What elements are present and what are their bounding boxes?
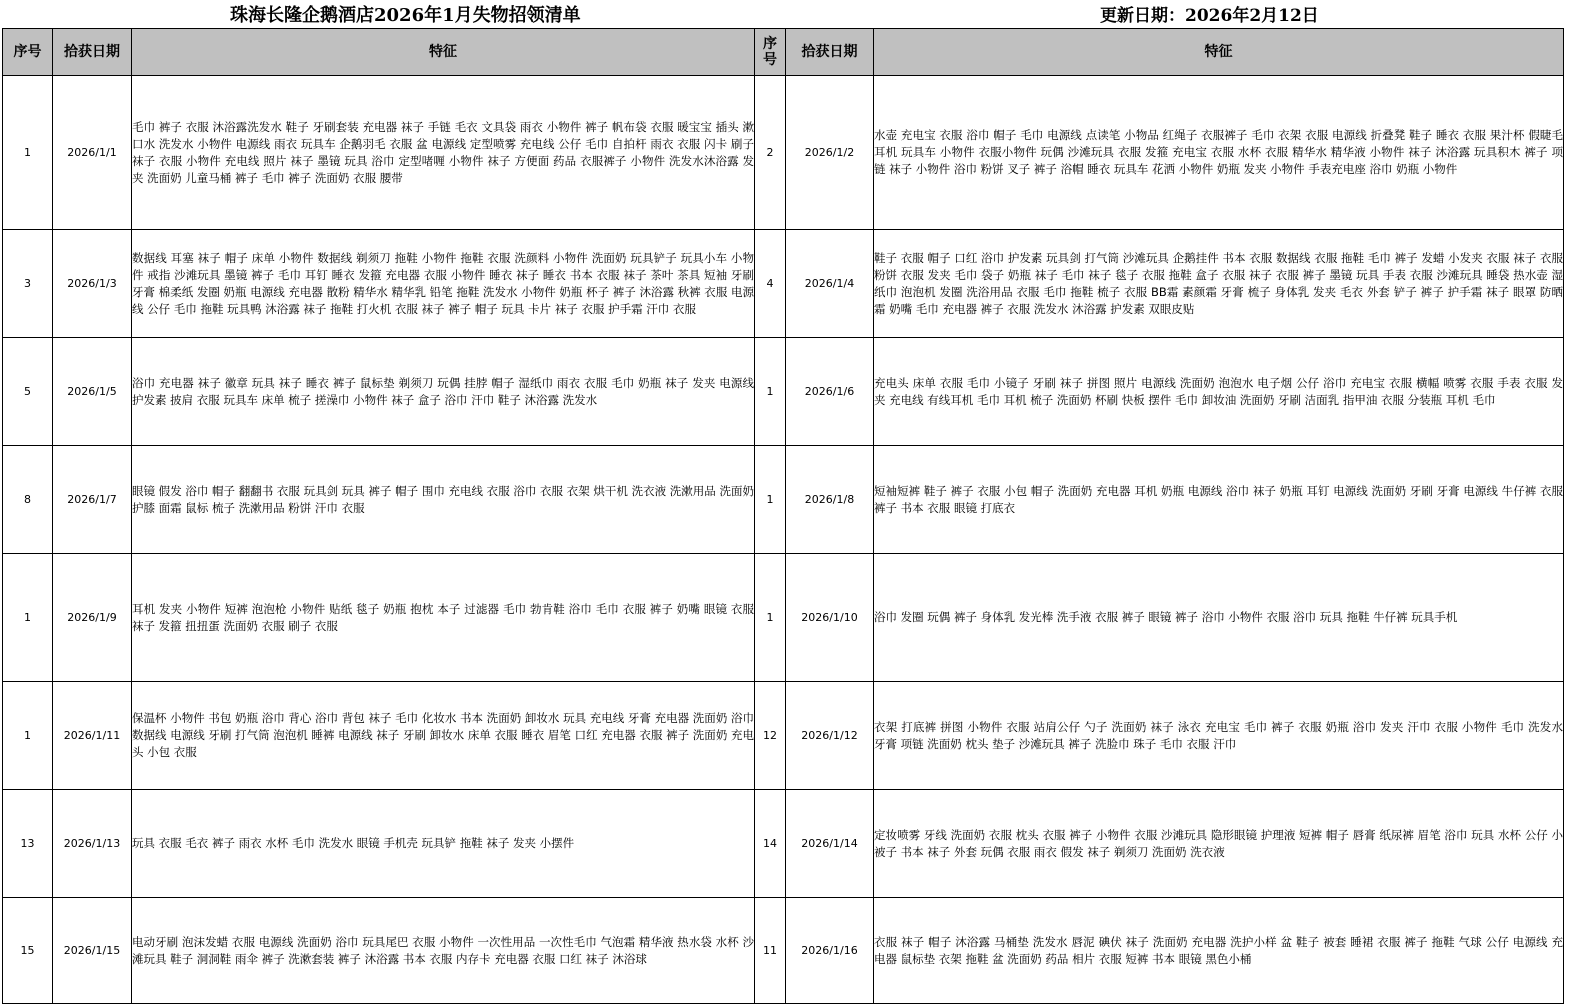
date-cell: 2026/1/15	[53, 898, 132, 1004]
date-cell: 2026/1/16	[786, 898, 874, 1004]
header-date: 拾获日期	[53, 29, 132, 76]
header-seq: 序号	[3, 29, 53, 76]
update-date: 更新日期：2026年2月12日	[1100, 6, 1319, 26]
table-row	[3, 446, 1564, 554]
date-cell: 2026/1/10	[786, 554, 874, 682]
header-seq-2: 序 号	[755, 29, 786, 76]
date-cell: 2026/1/14	[786, 790, 874, 898]
features-cell: 短袖短裤 鞋子 裤子 衣服 小包 帽子 洗面奶 充电器 耳机 奶瓶 电源线 浴巾 袜子 奶瓶 耳钉 电源线 洗面奶 牙刷 牙膏 电源线 牛仔裤 衣服 裤子 书本 衣服 眼镜 打底衣	[874, 446, 1564, 554]
title-bar	[0, 0, 1573, 28]
seq-cell: 2	[755, 76, 786, 230]
sheet-title: 珠海长隆企鹅酒店2026年1月失物招领清单	[230, 5, 581, 26]
seq-cell: 11	[755, 898, 786, 1004]
features-cell: 鞋子 衣服 帽子 口红 浴巾 护发素 玩具剑 打气筒 沙滩玩具 企鹅挂件 书本 衣服 数据线 衣服 拖鞋 毛巾 裤子 发蜡 小发夹 衣服 袜子 衣服 粉饼 衣服 发夹 毛巾 袋子 奶瓶 袜子 毛巾 袜子 毯子 衣服 拖鞋 盒子 衣服 袜子 衣服 裤子 墨镜 玩具 手表 衣服 沙滩玩具 睡袋 热水壶 湿纸巾 泡泡机 发圈 洗浴用品 衣服 毛巾 拖鞋 梳子 衣服 BB霜 素颜霜 牙膏 梳子 身体乳 发夹 毛衣 外套 铲子 裤子 护手霜 袜子 眼罩 防晒霜 奶嘴 毛巾 充电器 裤子 衣服 洗发水 沐浴露 护发素 双眼皮贴	[874, 230, 1564, 338]
seq-cell: 14	[755, 790, 786, 898]
features-cell: 电动牙刷 泡沫发蜡 衣服 电源线 洗面奶 浴巾 玩具尾巴 衣服 小物件 一次性用品 一次性毛巾 气泡霜 精华液 热水袋 水杯 沙滩玩具 鞋子 洞洞鞋 雨伞 裤子 洗漱套装 裤子 沐浴露 书本 衣服 内存卡 充电器 衣服 口红 袜子 沐浴球	[132, 898, 755, 1004]
date-cell: 2026/1/3	[53, 230, 132, 338]
header-features: 特征	[132, 29, 755, 76]
date-cell: 2026/1/6	[786, 338, 874, 446]
date-cell: 2026/1/5	[53, 338, 132, 446]
seq-cell: 3	[3, 230, 53, 338]
seq-cell: 12	[755, 682, 786, 790]
date-cell: 2026/1/2	[786, 76, 874, 230]
seq-cell: 15	[3, 898, 53, 1004]
features-cell: 眼镜 假发 浴巾 帽子 翻翻书 衣服 玩具剑 玩具 裤子 帽子 围巾 充电线 衣服 浴巾 衣服 衣架 烘干机 洗衣液 洗漱用品 洗面奶 护膝 面霜 鼠标 梳子 洗漱用品 粉饼 汗巾 衣服	[132, 446, 755, 554]
features-cell: 衣服 袜子 帽子 沐浴露 马桶垫 洗发水 唇泥 碘伏 袜子 洗面奶 充电器 洗护小样 盆 鞋子 被套 睡裙 衣服 裤子 拖鞋 气球 公仔 电源线 充电器 鼠标垫 衣架 拖鞋 盆 洗面奶 药品 相片 衣服 短裤 书本 眼镜 黑色小桶	[874, 898, 1564, 1004]
features-cell: 耳机 发夹 小物件 短裤 泡泡枪 小物件 贴纸 毯子 奶瓶 抱枕 本子 过滤器 毛巾 勃肯鞋 浴巾 毛巾 衣服 裤子 奶嘴 眼镜 衣服 袜子 发箍 扭扭蛋 洗面奶 衣服 刷子 衣服	[132, 554, 755, 682]
features-cell: 玩具 衣服 毛衣 裤子 雨衣 水杯 毛巾 洗发水 眼镜 手机壳 玩具铲 拖鞋 袜子 发夹 小摆件	[132, 790, 755, 898]
table-row	[3, 682, 1564, 790]
seq-cell: 5	[3, 338, 53, 446]
seq-cell: 13	[3, 790, 53, 898]
seq-cell: 1	[3, 682, 53, 790]
features-cell: 水壶 充电宝 衣服 浴巾 帽子 毛巾 电源线 点读笔 小物品 红绳子 衣服裤子 毛巾 衣架 衣服 电源线 折叠凳 鞋子 睡衣 衣服 果汁杯 假睫毛 耳机 玩具车 小物件 衣服小物件 玩偶 沙滩玩具 衣服 发箍 充电宝 衣服 水杯 衣服 精华水 精华液 小物件 袜子 沐浴露 玩具积木 裤子 项链 袜子 小物件 浴巾 粉饼 叉子 裤子 浴帽 睡衣 玩具车 花洒 小物件 奶瓶 发夹 小物件 手表充电座 浴巾 奶瓶 小物件	[874, 76, 1564, 230]
date-cell: 2026/1/1	[53, 76, 132, 230]
table-row	[3, 554, 1564, 682]
date-cell: 2026/1/13	[53, 790, 132, 898]
date-cell: 2026/1/12	[786, 682, 874, 790]
table-row	[3, 76, 1564, 230]
features-cell: 充电头 床单 衣服 毛巾 小镜子 牙刷 袜子 拼图 照片 电源线 洗面奶 泡泡水 电子烟 公仔 浴巾 充电宝 衣服 横幅 喷雾 衣服 手表 衣服 发夹 充电线 有线耳机 毛巾 耳机 梳子 洗面奶 杯刷 快板 摆件 毛巾 卸妆油 洗面奶 牙刷 洁面乳 指甲油 衣服 分装瓶 耳机 毛巾	[874, 338, 1564, 446]
table-row	[3, 230, 1564, 338]
features-cell: 定妆喷雾 牙线 洗面奶 衣服 枕头 衣服 裤子 小物件 衣服 沙滩玩具 隐形眼镜 护理液 短裤 帽子 唇膏 纸尿裤 眉笔 浴巾 玩具 水杯 公仔 小被子 书本 袜子 外套 玩偶 衣服 雨衣 假发 袜子 剃须刀 洗面奶 洗衣液	[874, 790, 1564, 898]
lost-and-found-table	[2, 28, 1564, 1004]
seq-cell: 1	[3, 76, 53, 230]
header-date-2: 拾获日期	[786, 29, 874, 76]
seq-cell: 1	[3, 554, 53, 682]
date-cell: 2026/1/8	[786, 446, 874, 554]
seq-cell: 8	[3, 446, 53, 554]
features-cell: 浴巾 充电器 袜子 徽章 玩具 袜子 睡衣 裤子 鼠标垫 剃须刀 玩偶 挂脖 帽子 湿纸巾 雨衣 衣服 毛巾 奶瓶 袜子 发夹 电源线 护发素 披肩 衣服 玩具车 床单 梳子 搓澡巾 小物件 袜子 盒子 浴巾 汗巾 鞋子 沐浴露 洗发水	[132, 338, 755, 446]
date-cell: 2026/1/7	[53, 446, 132, 554]
date-cell: 2026/1/4	[786, 230, 874, 338]
seq-cell: 1	[755, 338, 786, 446]
table-row	[3, 790, 1564, 898]
features-cell: 数据线 耳塞 袜子 帽子 床单 小物件 数据线 剃须刀 拖鞋 小物件 拖鞋 衣服 洗颜料 小物件 洗面奶 玩具铲子 玩具小车 小物件 戒指 沙滩玩具 墨镜 裤子 毛巾 耳钉 睡衣 发箍 充电器 衣服 小物件 睡衣 袜子 睡衣 书本 衣服 袜子 茶叶 茶具 短袖 牙刷 牙膏 棉柔纸 发圈 奶瓶 电源线 充电器 散粉 精华水 精华乳 铅笔 拖鞋 洗发水 小物件 奶瓶 杯子 裤子 沐浴露 秋裤 衣服 电源线 公仔 毛巾 拖鞋 玩具鸭 沐浴露 袜子 拖鞋 打火机 衣服 袜子 裤子 帽子 玩具 卡片 袜子 衣服 护手霜 汗巾 衣服	[132, 230, 755, 338]
table-row	[3, 898, 1564, 1004]
features-cell: 保温杯 小物件 书包 奶瓶 浴巾 背心 浴巾 背包 袜子 毛巾 化妆水 书本 洗面奶 卸妆水 玩具 充电线 牙膏 充电器 洗面奶 浴巾 数据线 电源线 牙刷 打气筒 泡泡机 睡裤 电源线 袜子 牙刷 卸妆水 床单 衣服 睡衣 眉笔 口红 充电器 衣服 裤子 洗面奶 充电头 小包 衣服	[132, 682, 755, 790]
features-cell: 毛巾 裤子 衣服 沐浴露洗发水 鞋子 牙刷套装 充电器 袜子 手链 毛衣 文具袋 雨衣 小物件 裤子 帆布袋 衣服 暖宝宝 插头 漱口水 洗发水 小物件 电源线 雨衣 玩具车 企鹅羽毛 衣服 盆 电源线 定型喷雾 充电线 公仔 毛巾 自拍杆 雨衣 衣服 闪卡 刷子 袜子 衣服 小物件 充电线 照片 袜子 墨镜 玩具 浴巾 定型啫喱 小物件 袜子 方便面 药品 衣服裤子 小物件 洗发水沐浴露 发夹 洗面奶 儿童马桶 裤子 毛巾 裤子 洗面奶 衣服 腰带	[132, 76, 755, 230]
features-cell: 衣架 打底裤 拼图 小物件 衣服 站肩公仔 勺子 洗面奶 袜子 泳衣 充电宝 毛巾 裤子 衣服 奶瓶 浴巾 发夹 汗巾 衣服 小物件 毛巾 洗发水 牙膏 项链 洗面奶 枕头 垫子 沙滩玩具 裤子 洗脸巾 珠子 毛巾 衣服 汗巾	[874, 682, 1564, 790]
header-row	[3, 29, 1564, 76]
table-row	[3, 338, 1564, 446]
date-cell: 2026/1/9	[53, 554, 132, 682]
features-cell: 浴巾 发圈 玩偶 裤子 身体乳 发光棒 洗手液 衣服 裤子 眼镜 裤子 浴巾 小物件 衣服 浴巾 玩具 拖鞋 牛仔裤 玩具手机	[874, 554, 1564, 682]
header-features-2: 特征	[874, 29, 1564, 76]
date-cell: 2026/1/11	[53, 682, 132, 790]
seq-cell: 4	[755, 230, 786, 338]
seq-cell: 1	[755, 554, 786, 682]
seq-cell: 1	[755, 446, 786, 554]
